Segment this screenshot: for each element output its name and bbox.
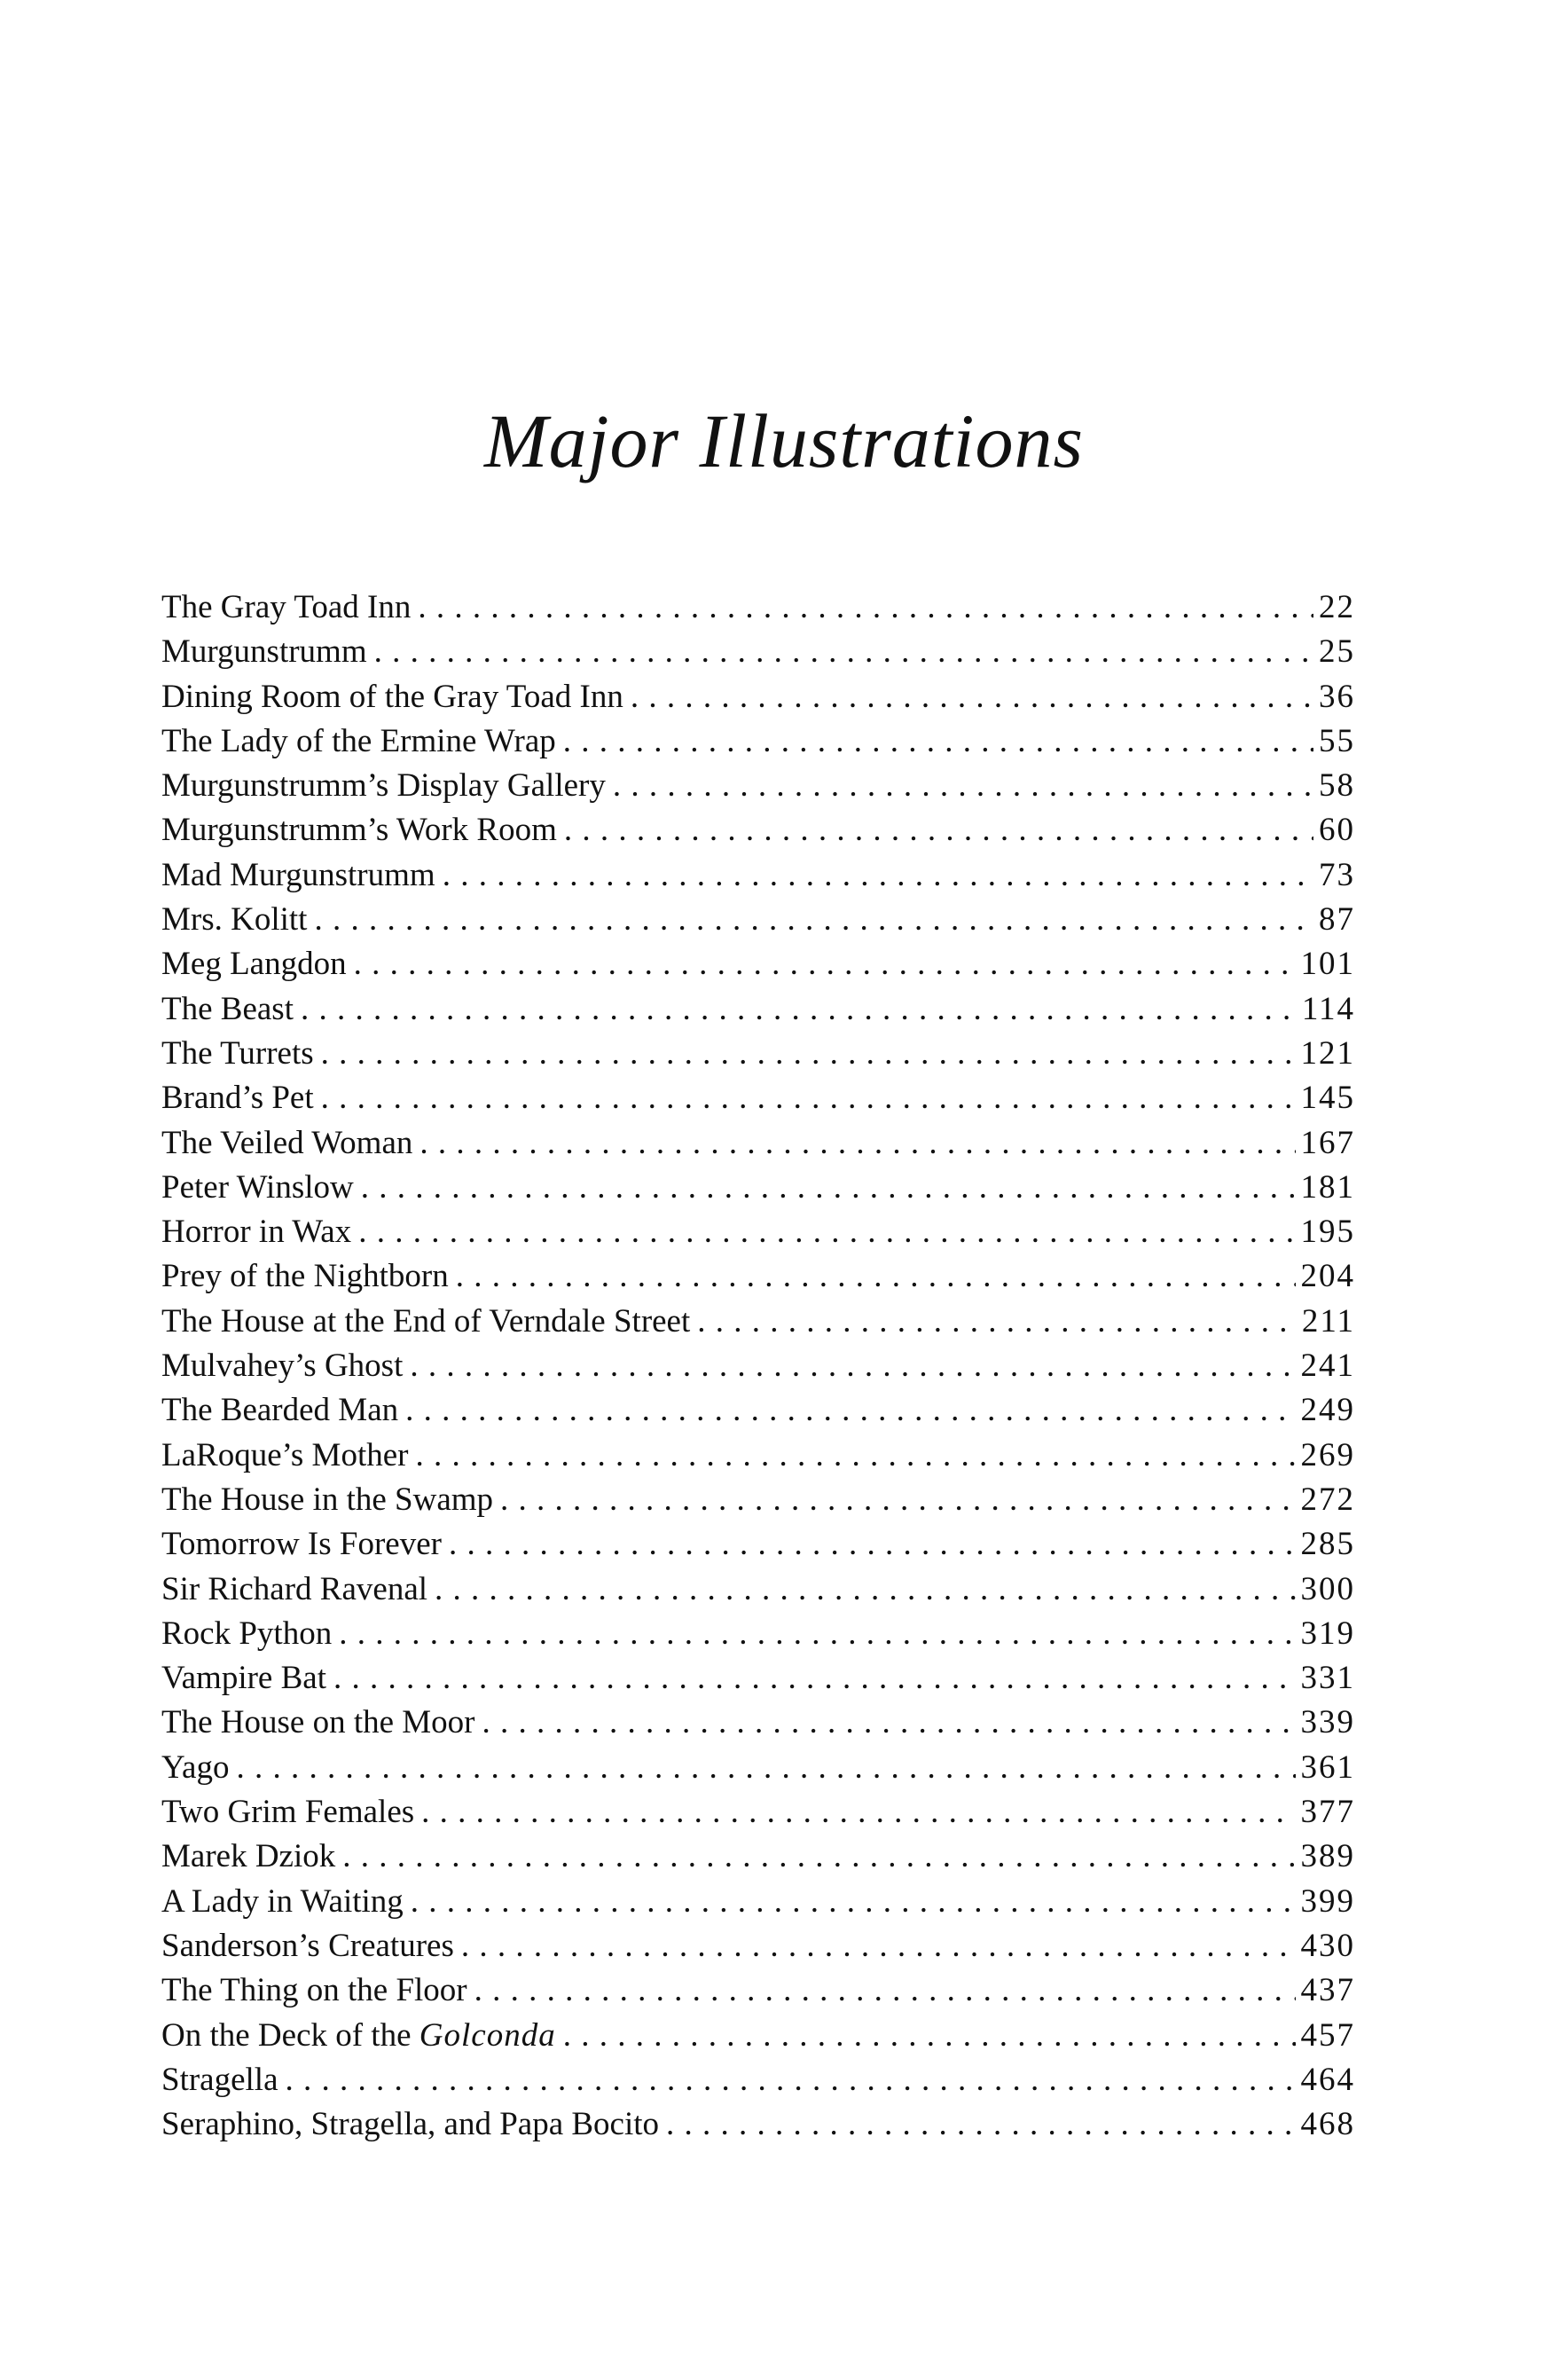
entry-title: Stragella (161, 2061, 278, 2098)
entry-title: Brand’s Pet (161, 1080, 314, 1117)
dot-leader (314, 1076, 1296, 1120)
list-item (161, 1254, 1355, 1299)
page-number: 60 (1319, 812, 1355, 849)
list-item (161, 1434, 1355, 1478)
dot-leader (307, 898, 1313, 942)
list-item (161, 853, 1355, 898)
list-item (161, 2014, 1355, 2058)
page-number: 361 (1300, 1748, 1355, 1786)
page-number: 22 (1319, 589, 1355, 625)
entry-title: Mulvahey’s Ghost (161, 1348, 404, 1385)
dot-leader (435, 853, 1313, 898)
dot-leader (326, 1656, 1296, 1701)
entry-title: Yago (161, 1748, 230, 1786)
dot-leader (314, 1032, 1296, 1076)
dot-leader (467, 1968, 1296, 2013)
entry-title: Murgunstrumm (161, 633, 367, 671)
page-number: 319 (1300, 1615, 1355, 1652)
page-number: 249 (1300, 1392, 1355, 1429)
entry-title: The Lady of the Ermine Wrap (161, 722, 556, 759)
entry-title: The House at the End of Verndale Street (161, 1302, 691, 1340)
page-number: 285 (1300, 1526, 1355, 1563)
dot-leader (367, 630, 1313, 674)
entry-title: The Thing on the Floor (161, 1972, 467, 2009)
entry-title: The Gray Toad Inn (161, 589, 412, 625)
page-number: 377 (1300, 1794, 1355, 1831)
page-number: 121 (1300, 1034, 1355, 1072)
list-item (161, 764, 1355, 808)
entry-title-italic: Golconda (419, 2016, 556, 2054)
dot-leader (294, 987, 1297, 1032)
list-item (161, 719, 1355, 764)
page-number: 468 (1300, 2106, 1355, 2143)
list-item (161, 1968, 1355, 2013)
dot-leader (347, 942, 1296, 986)
page-number: 195 (1300, 1214, 1355, 1251)
list-item (161, 1121, 1355, 1166)
page-number: 269 (1300, 1436, 1355, 1473)
entry-title: Vampire Bat (161, 1660, 326, 1697)
page-number: 211 (1301, 1302, 1355, 1340)
list-item (161, 1032, 1355, 1076)
dot-leader (335, 1835, 1295, 1879)
page-number: 181 (1300, 1168, 1355, 1206)
page-number: 55 (1319, 722, 1355, 759)
list-item (161, 1746, 1355, 1790)
illustrations-list (161, 585, 1355, 2147)
list-item (161, 898, 1355, 942)
entry-title: Tomorrow Is Forever (161, 1526, 442, 1563)
entry-title: Mrs. Kolitt (161, 901, 308, 939)
list-item (161, 1076, 1355, 1120)
entry-title: Meg Langdon (161, 946, 347, 983)
list-item (161, 1835, 1355, 1879)
dot-leader (690, 1300, 1297, 1344)
page-number: 339 (1300, 1704, 1355, 1741)
list-item (161, 2102, 1355, 2147)
entry-title: Horror in Wax (161, 1214, 352, 1251)
entry-title: The Bearded Man (161, 1392, 399, 1429)
page-number: 36 (1319, 678, 1355, 715)
list-item (161, 630, 1355, 674)
list-item (161, 1880, 1355, 1924)
page-number: 204 (1300, 1258, 1355, 1295)
page-number: 437 (1300, 1972, 1355, 2009)
list-item (161, 1790, 1355, 1835)
list-item (161, 1612, 1355, 1656)
page-number: 272 (1300, 1481, 1355, 1518)
entry-title: The House in the Swamp (161, 1481, 494, 1518)
page-number: 389 (1300, 1838, 1355, 1875)
entry-title: Murgunstrumm’s Work Room (161, 812, 557, 849)
entry-title: The House on the Moor (161, 1704, 475, 1741)
entry-title: Seraphino, Stragella, and Papa Bocito (161, 2106, 660, 2143)
list-item (161, 1522, 1355, 1567)
page-number: 145 (1300, 1080, 1355, 1117)
list-item (161, 987, 1355, 1032)
list-item (161, 1300, 1355, 1344)
dot-leader (557, 808, 1313, 852)
page-number: 399 (1300, 1882, 1355, 1920)
list-item (161, 1924, 1355, 1968)
entry-title-text: On the Deck of the (161, 2016, 412, 2054)
page-number: 58 (1319, 767, 1355, 805)
entry-title: Murgunstrumm’s Display Gallery (161, 767, 606, 805)
dot-leader (414, 1790, 1295, 1835)
dot-leader (623, 675, 1313, 719)
list-item (161, 1210, 1355, 1254)
entry-title: Sir Richard Ravenal (161, 1570, 428, 1607)
entry-title: Dining Room of the Gray Toad Inn (161, 678, 623, 715)
page-number: 300 (1300, 1570, 1355, 1607)
list-item (161, 675, 1355, 719)
entry-title: Marek Dziok (161, 1838, 336, 1875)
entry-title: The Turrets (161, 1034, 314, 1072)
dot-leader (493, 1478, 1295, 1522)
entry-title: Sanderson’s Creatures (161, 1927, 454, 1964)
dot-leader (659, 2102, 1295, 2147)
page-number: 464 (1300, 2061, 1355, 2098)
page-number: 331 (1300, 1660, 1355, 1697)
entry-title: Prey of the Nightborn (161, 1258, 449, 1295)
dot-leader (404, 1880, 1296, 1924)
list-item (161, 585, 1355, 630)
list-item (161, 1344, 1355, 1388)
page-number: 167 (1300, 1124, 1355, 1161)
list-item (161, 1701, 1355, 1745)
page-number: 430 (1300, 1927, 1355, 1964)
entry-title: Peter Winslow (161, 1168, 354, 1206)
page-number: 114 (1301, 990, 1355, 1027)
entry-title: Two Grim Females (161, 1794, 415, 1831)
dot-leader (229, 1746, 1295, 1790)
page-number: 241 (1300, 1348, 1355, 1385)
dot-leader (449, 1254, 1296, 1299)
page-number: 25 (1319, 633, 1355, 671)
dot-leader (411, 585, 1313, 630)
dot-leader (398, 1388, 1295, 1433)
dot-leader (556, 2014, 1296, 2058)
dot-leader (442, 1522, 1296, 1567)
dot-leader (556, 719, 1313, 764)
list-item (161, 1166, 1355, 1210)
page-title: Major Illustrations (483, 398, 1084, 483)
entry-title: The Beast (161, 990, 294, 1027)
dot-leader (427, 1568, 1295, 1612)
list-item (161, 808, 1355, 852)
list-item (161, 1388, 1355, 1433)
entry-title: Rock Python (161, 1615, 333, 1652)
dot-leader (354, 1166, 1296, 1210)
entry-title: A Lady in Waiting (161, 1882, 404, 1920)
dot-leader (403, 1344, 1295, 1388)
entry-title (161, 2014, 556, 2058)
dot-leader (351, 1210, 1295, 1254)
entry-title: LaRoque’s Mother (161, 1436, 409, 1473)
dot-leader (412, 1121, 1295, 1166)
list-item (161, 2058, 1355, 2102)
dot-leader (408, 1434, 1295, 1478)
entry-title: Mad Murgunstrumm (161, 856, 435, 893)
page-number: 101 (1300, 946, 1355, 983)
dot-leader (606, 764, 1313, 808)
dot-leader (454, 1924, 1296, 1968)
list-item (161, 1478, 1355, 1522)
page-number: 457 (1300, 2016, 1355, 2054)
list-item (161, 1568, 1355, 1612)
page-number: 87 (1319, 901, 1355, 939)
dot-leader (475, 1701, 1296, 1745)
dot-leader (278, 2058, 1296, 2102)
page-number: 73 (1319, 856, 1355, 893)
dot-leader (332, 1612, 1295, 1656)
list-item (161, 942, 1355, 986)
entry-title: The Veiled Woman (161, 1124, 413, 1161)
list-item (161, 1656, 1355, 1701)
